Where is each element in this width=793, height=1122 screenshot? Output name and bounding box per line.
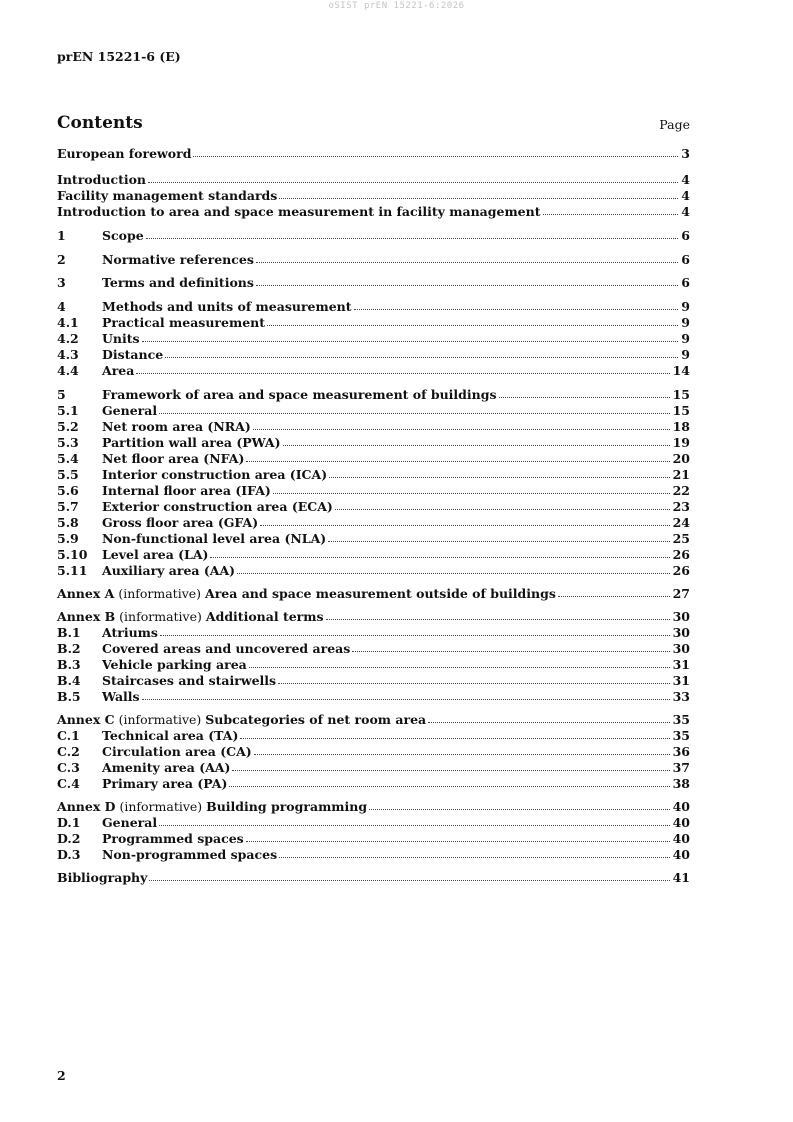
toc-entry-number: 5.11	[57, 563, 88, 578]
toc-entry-page: 30	[672, 609, 690, 624]
toc-entry-number: 4.3	[57, 347, 79, 362]
toc-entry-title: Technical area (TA)	[102, 728, 239, 743]
toc-entry[interactable]	[57, 403, 690, 419]
toc-dot-leader	[256, 252, 678, 263]
toc-dot-leader	[354, 299, 679, 310]
toc-entry-title: Gross floor area (GFA)	[102, 515, 259, 530]
toc-entry-title: Net room area (NRA)	[102, 419, 251, 434]
toc-entry-number: 5.5	[57, 467, 79, 482]
toc-entry[interactable]	[57, 499, 690, 515]
toc-entry-title: Subcategories of net room area	[205, 712, 427, 727]
toc-entry-page: 31	[672, 673, 690, 688]
toc-entry-page: 33	[672, 689, 690, 704]
toc-entry-page: 14	[672, 363, 690, 378]
toc-entry-page: 38	[672, 776, 690, 791]
toc-dot-leader	[160, 625, 670, 636]
toc-entry-page: 41	[672, 870, 690, 885]
toc-entry[interactable]	[57, 331, 690, 347]
toc-entry-page: 40	[672, 799, 690, 814]
toc-entry-title: Terms and definitions	[102, 275, 254, 290]
toc-entry[interactable]	[57, 657, 690, 673]
toc-entry-title: Amenity area (AA)	[102, 760, 231, 775]
toc-entry-title: Covered areas and uncovered areas	[102, 641, 351, 656]
toc-entry[interactable]	[57, 563, 690, 579]
toc-entry-number: B.5	[57, 689, 81, 704]
toc-dot-leader	[328, 531, 669, 542]
toc-entry-page: 25	[672, 531, 690, 546]
toc-dot-leader	[278, 673, 669, 684]
toc-entry-number: 5.3	[57, 435, 79, 450]
toc-entry-page: 15	[672, 387, 690, 402]
toc-entry-number: D.2	[57, 831, 81, 846]
toc-entry-number: 4	[57, 299, 66, 314]
toc-entry-page: 36	[672, 744, 690, 759]
toc-entry-page: 6	[681, 228, 690, 243]
toc-annex-label: Annex B	[57, 609, 116, 624]
toc-entry-title: Practical measurement	[102, 315, 266, 330]
toc-entry-title: Non-functional level area (NLA)	[102, 531, 327, 546]
page-column-label: Page	[659, 117, 690, 132]
toc-entry-page: 31	[672, 657, 690, 672]
toc-dot-leader	[256, 275, 678, 286]
toc-entry-page: 18	[672, 419, 690, 434]
toc-entry-page: 24	[672, 515, 690, 530]
toc-entry[interactable]	[57, 760, 690, 776]
toc-entry[interactable]	[57, 363, 690, 379]
toc-entry-title: Introduction to area and space measurement in facility management	[57, 204, 541, 219]
toc-entry-page: 15	[672, 403, 690, 418]
toc-entry-page: 26	[672, 563, 690, 578]
toc-entry-title: Framework of area and space measurement of buildings	[102, 387, 497, 402]
toc-entry[interactable]	[57, 228, 690, 244]
toc-entry[interactable]	[57, 831, 690, 847]
toc-dot-leader	[159, 815, 669, 826]
toc-dot-leader	[267, 315, 678, 326]
toc-dot-leader	[165, 347, 678, 358]
toc-dot-leader	[229, 776, 669, 787]
toc-entry[interactable]	[57, 673, 690, 689]
toc-entry[interactable]	[57, 315, 690, 331]
toc-dot-leader	[558, 586, 670, 597]
toc-entry-page: 6	[681, 252, 690, 267]
toc-entry-number: 5.1	[57, 403, 79, 418]
toc-entry-page: 27	[672, 586, 690, 601]
toc-dot-leader	[246, 451, 669, 462]
toc-entry-page: 37	[672, 760, 690, 775]
toc-entry[interactable]	[57, 609, 690, 625]
toc-entry[interactable]	[57, 547, 690, 563]
toc-entry-page: 4	[681, 172, 690, 187]
toc-entry-title: Staircases and stairwells	[102, 673, 277, 688]
toc-entry-page: 21	[672, 467, 690, 482]
toc-entry-number: B.1	[57, 625, 81, 640]
toc-entry-number: C.1	[57, 728, 80, 743]
toc-entry-page: 3	[681, 146, 690, 161]
toc-entry-title: Area	[102, 363, 135, 378]
toc-dot-leader	[260, 515, 669, 526]
toc-entry-number: 4.2	[57, 331, 79, 346]
toc-entry-number: D.1	[57, 815, 81, 830]
toc-entry-number: 5.7	[57, 499, 79, 514]
toc-dot-leader	[428, 712, 669, 723]
toc-entry[interactable]	[57, 515, 690, 531]
toc-entry-page: 40	[672, 831, 690, 846]
toc-informative-note: (informative)	[115, 799, 207, 814]
toc-entry-page: 35	[672, 712, 690, 727]
contents-heading: Contents	[57, 113, 143, 133]
toc-entry-page: 40	[672, 815, 690, 830]
toc-entry-number: 2	[57, 252, 66, 267]
toc-entry[interactable]	[57, 483, 690, 499]
toc-entry[interactable]	[57, 467, 690, 483]
toc-annex-label: Annex D	[57, 799, 116, 814]
toc-entry-page: 22	[672, 483, 690, 498]
toc-dot-leader	[283, 435, 670, 446]
toc-dot-leader	[326, 609, 670, 620]
toc-entry-number: 4.4	[57, 363, 79, 378]
toc-entry-number: 1	[57, 228, 66, 243]
toc-entry-page: 20	[672, 451, 690, 466]
toc-entry-title: Building programming	[206, 799, 368, 814]
toc-entry[interactable]	[57, 419, 690, 435]
toc-entry-page: 30	[672, 641, 690, 656]
toc-entry[interactable]	[57, 728, 690, 744]
toc-entry-title: Atriums	[102, 625, 158, 640]
toc-entry[interactable]	[57, 815, 690, 831]
toc-entry-page: 9	[681, 299, 690, 314]
toc-entry-title: Partition wall area (PWA)	[102, 435, 281, 450]
toc-entry[interactable]	[57, 146, 690, 162]
toc-dot-leader	[246, 831, 670, 842]
toc-entry-title: Normative references	[102, 252, 254, 267]
toc-entry-page: 6	[681, 275, 690, 290]
toc-entry-number: 5.6	[57, 483, 79, 498]
toc-entry[interactable]	[57, 172, 690, 188]
toc-dot-leader	[352, 641, 669, 652]
toc-entry-page: 9	[681, 331, 690, 346]
toc-entry-number: 4.1	[57, 315, 79, 330]
toc-entry-title: Scope	[102, 228, 144, 243]
toc-entry-title: Auxiliary area (AA)	[102, 563, 236, 578]
toc-entry-page: 9	[681, 315, 690, 330]
toc-informative-note: (informative)	[115, 609, 206, 624]
toc-dot-leader	[149, 870, 669, 881]
watermark: oSIST prEN 15221-6:2026	[328, 1, 465, 11]
toc-dot-leader	[279, 847, 669, 858]
toc-entry-number: 5.4	[57, 451, 79, 466]
toc-entry[interactable]	[57, 641, 690, 657]
toc-dot-leader	[254, 744, 670, 755]
toc-entry[interactable]	[57, 625, 690, 641]
toc-dot-leader	[210, 547, 669, 558]
toc-entry-number: C.2	[57, 744, 80, 759]
toc-entry-number: B.2	[57, 641, 81, 656]
toc-dot-leader	[237, 563, 669, 574]
toc-entry-title: Area and space measurement outside of buildings	[205, 586, 556, 601]
toc-entry[interactable]	[57, 435, 690, 451]
toc-entry-page: 35	[672, 728, 690, 743]
toc-entry-title: General	[102, 403, 158, 418]
toc-entry[interactable]	[57, 387, 690, 403]
toc-dot-leader	[273, 483, 670, 494]
toc-entry-number: D.3	[57, 847, 81, 862]
toc-entry-page: 19	[672, 435, 690, 450]
toc-entry[interactable]	[57, 776, 690, 792]
toc-dot-leader	[142, 689, 670, 700]
toc-entry[interactable]	[57, 204, 690, 220]
toc-entry-page: 30	[672, 625, 690, 640]
toc-entry-title: Units	[102, 331, 140, 346]
toc-entry-title: European foreword	[57, 146, 192, 161]
toc-entry[interactable]	[57, 870, 690, 886]
toc-entry-title: Programmed spaces	[102, 831, 244, 846]
toc-entry-title: Non-programmed spaces	[102, 847, 278, 862]
toc-entry-title: Distance	[102, 347, 164, 362]
toc-entry-number: C.4	[57, 776, 80, 791]
toc-entry-title: Circulation area (CA)	[102, 744, 252, 759]
toc-informative-note: (informative)	[114, 712, 206, 727]
toc-entry-title: Exterior construction area (ECA)	[102, 499, 333, 514]
toc-entry-number: 5	[57, 387, 66, 402]
toc-entry-number: B.4	[57, 673, 81, 688]
page-number: 2	[57, 1068, 66, 1083]
toc-entry-page: 40	[672, 847, 690, 862]
toc-entry[interactable]	[57, 451, 690, 467]
toc-entry[interactable]	[57, 799, 690, 815]
toc-dot-leader	[279, 188, 678, 199]
toc-dot-leader	[159, 403, 669, 414]
toc-entry-title: Additional terms	[205, 609, 324, 624]
table-of-contents	[57, 146, 690, 886]
toc-entry[interactable]	[57, 299, 690, 315]
toc-annex-label: Annex A	[57, 586, 115, 601]
toc-entry[interactable]	[57, 712, 690, 728]
toc-entry-page: 23	[672, 499, 690, 514]
toc-dot-leader	[193, 146, 678, 157]
toc-dot-leader	[543, 204, 679, 215]
toc-dot-leader	[136, 363, 669, 374]
toc-entry-number: C.3	[57, 760, 80, 775]
toc-annex-label: Annex C	[57, 712, 115, 727]
toc-dot-leader	[148, 172, 678, 183]
toc-entry-page: 9	[681, 347, 690, 362]
toc-entry-title: General	[102, 815, 158, 830]
toc-entry[interactable]	[57, 252, 690, 268]
toc-dot-leader	[499, 387, 670, 398]
toc-entry-number: 5.8	[57, 515, 79, 530]
toc-entry-number: 3	[57, 275, 66, 290]
toc-entry[interactable]	[57, 744, 690, 760]
toc-entry-page: 4	[681, 204, 690, 219]
toc-entry-title: Methods and units of measurement	[102, 299, 352, 314]
toc-entry-title: Level area (LA)	[102, 547, 209, 562]
toc-dot-leader	[232, 760, 669, 771]
toc-entry-number: 5.10	[57, 547, 88, 562]
toc-entry[interactable]	[57, 275, 690, 291]
toc-entry-title: Facility management standards	[57, 188, 278, 203]
toc-entry-page: 4	[681, 188, 690, 203]
document-id-header: prEN 15221-6 (E)	[57, 49, 181, 64]
toc-informative-note: (informative)	[114, 586, 206, 601]
toc-dot-leader	[369, 799, 670, 810]
toc-entry-title: Net floor area (NFA)	[102, 451, 245, 466]
toc-entry[interactable]	[57, 689, 690, 705]
toc-entry-title: Bibliography	[57, 870, 148, 885]
toc-entry[interactable]	[57, 531, 690, 547]
toc-dot-leader	[146, 228, 679, 239]
toc-entry-number: 5.2	[57, 419, 79, 434]
toc-dot-leader	[253, 419, 670, 430]
toc-dot-leader	[329, 467, 669, 478]
toc-entry-number: 5.9	[57, 531, 79, 546]
toc-entry[interactable]	[57, 347, 690, 363]
toc-entry[interactable]	[57, 586, 690, 602]
toc-dot-leader	[335, 499, 670, 510]
toc-entry-title: Walls	[102, 689, 140, 704]
toc-entry[interactable]	[57, 847, 690, 863]
toc-entry-title: Internal floor area (IFA)	[102, 483, 271, 498]
toc-entry-title: Vehicle parking area	[102, 657, 247, 672]
toc-entry-title: Interior construction area (ICA)	[102, 467, 328, 482]
toc-dot-leader	[142, 331, 679, 342]
toc-entry[interactable]	[57, 188, 690, 204]
toc-dot-leader	[240, 728, 669, 739]
toc-entry-page: 26	[672, 547, 690, 562]
toc-entry-title: Primary area (PA)	[102, 776, 228, 791]
toc-dot-leader	[249, 657, 670, 668]
toc-entry-title: Introduction	[57, 172, 147, 187]
toc-entry-number: B.3	[57, 657, 81, 672]
